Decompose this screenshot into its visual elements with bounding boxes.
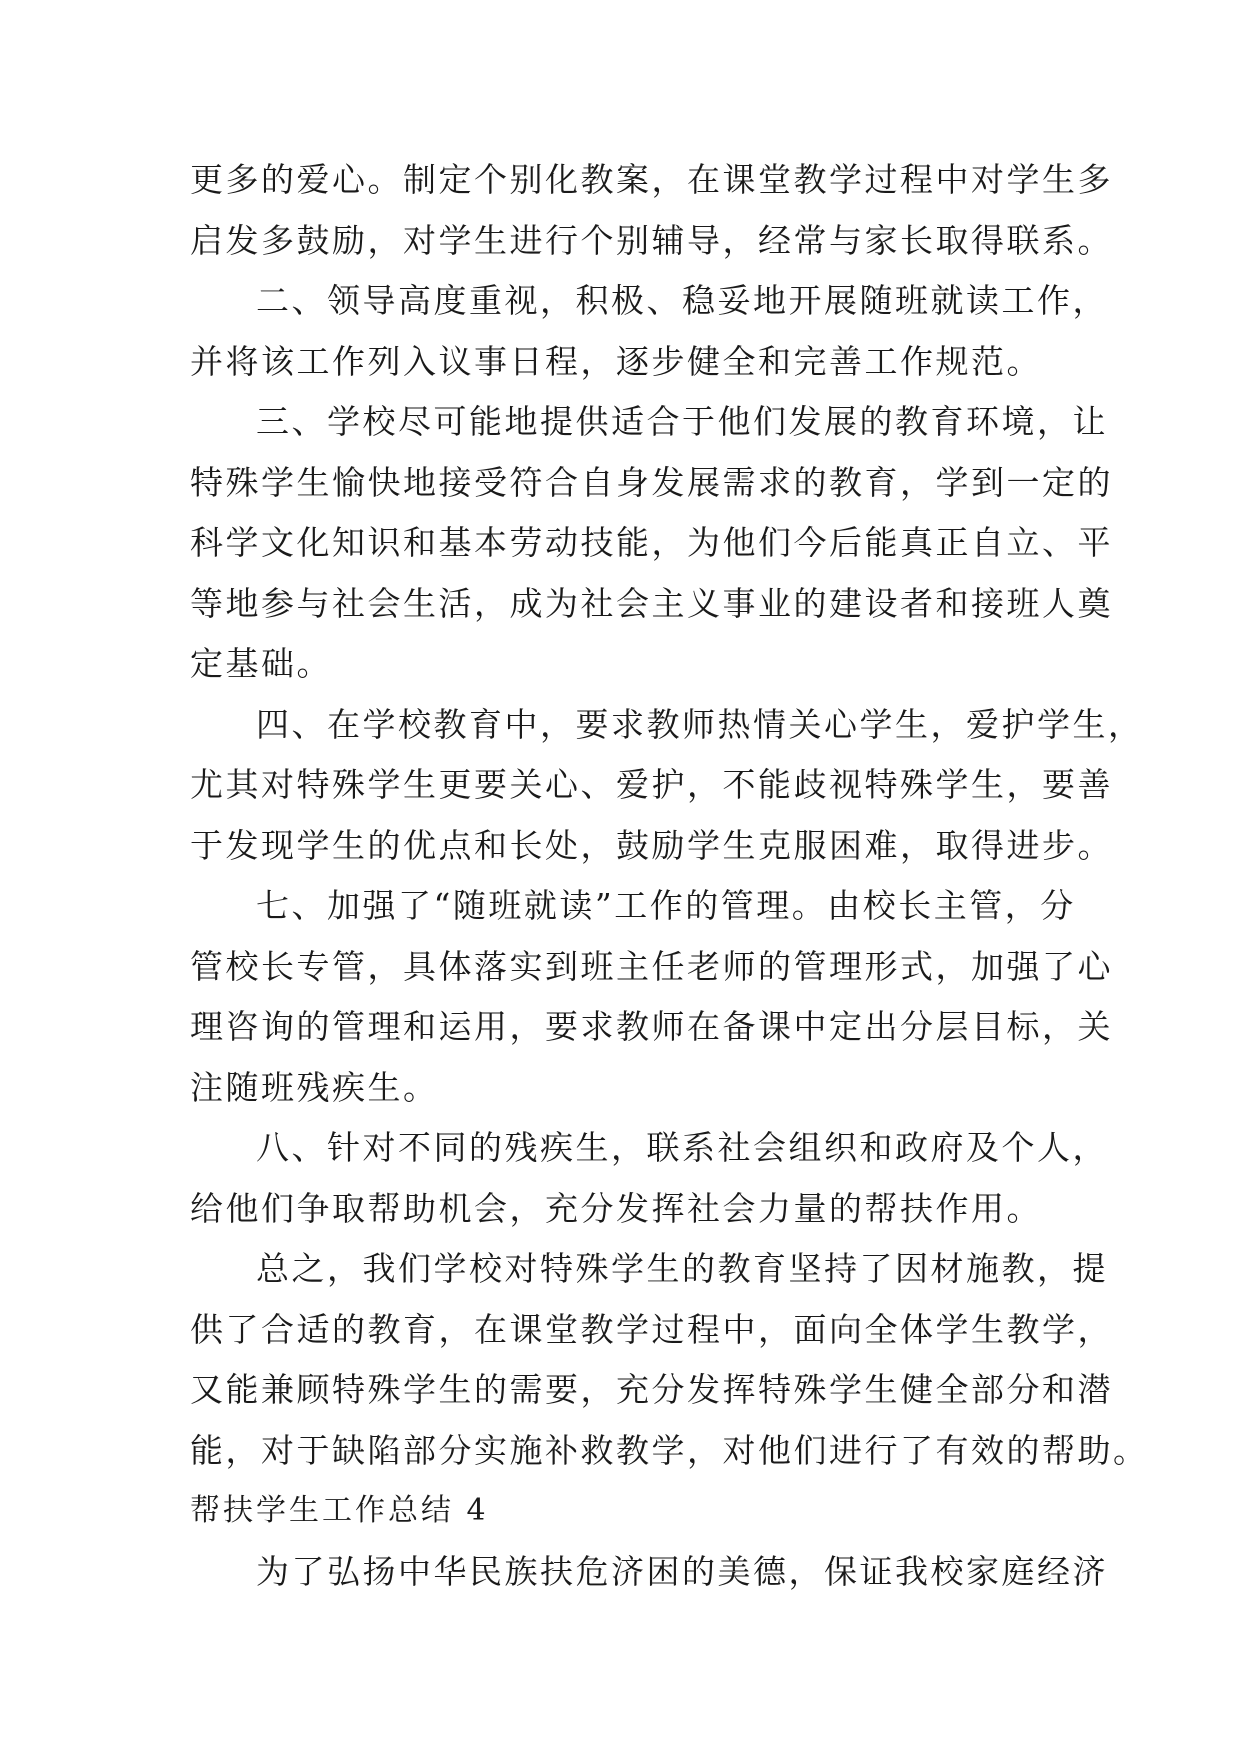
text-line: 七、加强了“随班就读”工作的管理。由校长主管，分 [256, 886, 1076, 925]
text-line: 定基础。 [190, 644, 332, 683]
text-line: 更多的爱心。制定个别化教案，在课堂教学过程中对学生多 [190, 160, 1113, 199]
text-line: 特殊学生愉快地接受符合自身发展需求的教育，学到一定的 [190, 462, 1113, 502]
text-line: 于发现学生的优点和长处，鼓励学生克服困难，取得进步。 [190, 825, 1113, 865]
text-line: 四、在学校教育中，要求教师热情关心学生，爱护学生， [256, 704, 1144, 744]
text-line: 给他们争取帮助机会，充分发挥社会力量的帮扶作用。 [190, 1188, 1042, 1228]
paragraph [190, 1542, 1108, 1603]
text-line: 理咨询的管理和运用，要求教师在备课中定出分层目标，关 [190, 1007, 1113, 1046]
text-line: 能，对于缺陷部分实施补救教学，对他们进行了有效的帮助。 [190, 1430, 1149, 1470]
text-line: 等地参与社会生活，成为社会主义事业的建设者和接班人奠 [190, 583, 1113, 623]
text-line: 总之，我们学校对特殊学生的教育坚持了因材施教，提 [256, 1249, 1108, 1288]
paragraph [190, 150, 1113, 271]
text-line: 三、学校尽可能地提供适合于他们发展的教育环境，让 [256, 402, 1108, 441]
paragraph [190, 876, 1113, 1118]
text-line: 科学文化知识和基本劳动技能，为他们今后能真正自立、平 [190, 523, 1113, 562]
text-line: 启发多鼓励，对学生进行个别辅导，经常与家长取得联系。 [190, 220, 1113, 260]
document-body [190, 150, 1149, 1602]
text-line: 又能兼顾特殊学生的需要，充分发挥特殊学生健全部分和潜 [190, 1370, 1113, 1409]
text-line: 二、领导高度重视，积极、稳妥地开展随班就读工作， [256, 281, 1108, 320]
text-line: 并将该工作列入议事日程，逐步健全和完善工作规范。 [190, 341, 1042, 381]
text-line: 注随班残疾生。 [190, 1067, 439, 1107]
text-line: 八、针对不同的残疾生，联系社会组织和政府及个人， [256, 1128, 1108, 1167]
text-line: 管校长专管，具体落实到班主任老师的管理形式，加强了心 [190, 946, 1113, 986]
paragraph [190, 1118, 1108, 1239]
paragraph [190, 695, 1144, 877]
paragraph [190, 271, 1108, 392]
section-heading: 帮扶学生工作总结 4 [190, 1493, 489, 1528]
text-line: 供了合适的教育，在课堂教学过程中，面向全体学生教学， [190, 1309, 1113, 1349]
text-line: 尤其对特殊学生更要关心、爱护，不能歧视特殊学生，要善 [190, 765, 1113, 804]
text-line: 为了弘扬中华民族扶危济困的美德，保证我校家庭经济 [256, 1551, 1108, 1591]
paragraph [190, 392, 1113, 695]
paragraph [190, 1239, 1149, 1481]
